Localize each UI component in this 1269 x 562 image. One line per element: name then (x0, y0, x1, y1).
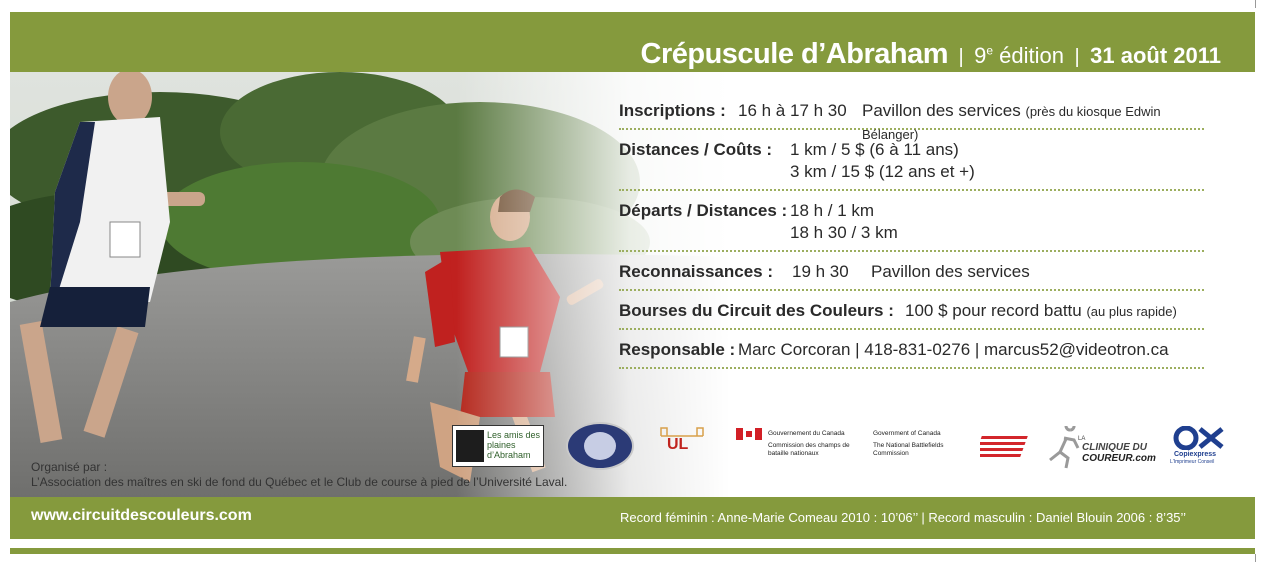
amis-plaines-icon (456, 430, 484, 462)
distances-line1: 1 km / 5 $ (6 à 11 ans) (790, 140, 959, 159)
departs-line2: 18 h 30 / 3 km (790, 223, 898, 242)
edition: 9e édition (974, 43, 1065, 68)
gov-fr-commission: Commission des champs de bataille nationaux (768, 442, 850, 457)
title-separator: | (958, 46, 964, 68)
label-bourses: Bourses du Circuit des Couleurs : (619, 301, 894, 320)
row-departs (619, 200, 1204, 252)
gov-canada-en (873, 430, 963, 458)
gov-canada-fr (768, 430, 868, 458)
canada-flag-icon (736, 428, 762, 440)
label-inscriptions: Inscriptions : (619, 101, 726, 120)
row-inscriptions (619, 100, 1204, 142)
bourses-note: (au plus rapide) (1086, 304, 1177, 319)
row-bourses (619, 300, 1204, 330)
gov-en-commission: The National Battlefields Commission (873, 442, 944, 457)
copiexpress-tagline: L'Imprimeur Conseil (1170, 459, 1215, 465)
footer-line (10, 548, 1255, 554)
reconnaissances-place: Pavillon des services (871, 262, 1030, 281)
bourses-value: 100 $ pour record battu (905, 301, 1082, 320)
runner-icon (1046, 426, 1086, 470)
logo-universite-laval (659, 424, 705, 466)
logo-copiexpress (1170, 426, 1230, 470)
row-distances (619, 139, 1204, 191)
skier-icon (584, 432, 616, 460)
distances-line2: 3 km / 15 $ (12 ans et +) (790, 162, 975, 181)
logo-clinique-coureur (1046, 426, 1158, 470)
label-reconnaissances: Reconnaissances : (619, 262, 774, 281)
crop-mark (1255, 0, 1256, 8)
clinique-title: CLINIQUE DU (1082, 442, 1147, 453)
organizers-heading: Organisé par : (31, 460, 108, 474)
organizers-text: L’Association des maîtres en ski de fond du Québec et le Club de course à pied de l’Université Laval. (31, 475, 568, 489)
amis-plaines-text: Les amis des plaines d’Abraham (487, 430, 541, 460)
course-records: Record féminin : Anne-Marie Comeau 2010 : 10’06’’ | Record masculin : Daniel Blouin 2006 : 8’35’’ (620, 510, 1187, 525)
clinique-la: LA (1078, 436, 1086, 442)
responsable-value: Marc Corcoran | 418-831-0276 | marcus52@videotron.ca (738, 340, 1169, 359)
copiexpress-name: Copiexpress (1174, 451, 1217, 458)
inscriptions-time: 16 h à 17 h 30 (738, 101, 847, 120)
reconnaissances-time: 19 h 30 (792, 262, 849, 281)
inscriptions-place: Pavillon des services (862, 101, 1021, 120)
gov-fr-title: Gouvernement du Canada (768, 430, 845, 437)
title-separator: | (1074, 46, 1080, 68)
copiexpress-icon (1172, 426, 1226, 450)
clinique-coureur: COUREUR.com (1082, 453, 1156, 464)
logo-ski-association (566, 422, 634, 470)
event-date: 31 août 2011 (1090, 43, 1221, 68)
new-balance-icon (980, 430, 1034, 466)
gov-en-title: Government of Canada (873, 430, 941, 437)
sponsor-logos (452, 422, 1232, 472)
row-responsable (619, 339, 1204, 369)
label-responsable: Responsable : (619, 340, 736, 359)
event-title (641, 38, 1221, 71)
label-departs: Départs / Distances : (619, 201, 788, 220)
row-reconnaissances (619, 261, 1204, 291)
inscriptions-note: (près du kiosque Edwin Bélanger) (862, 104, 1161, 142)
label-distances: Distances / Coûts : (619, 140, 773, 159)
departs-line1: 18 h / 1 km (790, 201, 875, 220)
bourses-value-wrap (905, 300, 1177, 323)
organizers (31, 460, 567, 490)
crop-mark (1255, 554, 1256, 562)
event-name: Crépuscule d’Abraham (640, 38, 948, 70)
event-info (619, 100, 1204, 378)
logo-new-balance (980, 430, 1034, 466)
website-link[interactable]: www.circuitdescouleurs.com (31, 507, 252, 524)
ul-text: UL (667, 436, 689, 453)
